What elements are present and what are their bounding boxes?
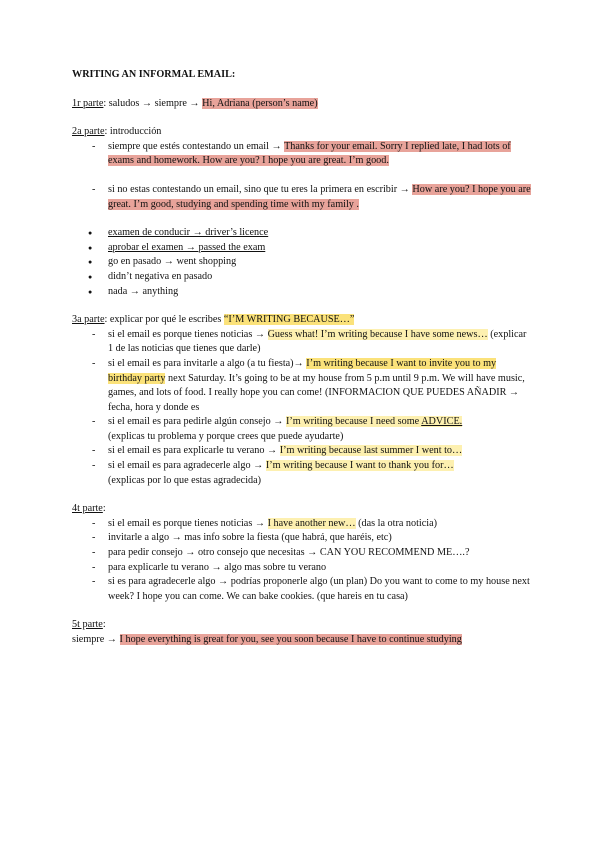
spacer [72, 169, 532, 183]
part-2-heading: 2a parte [72, 126, 105, 138]
list-item [72, 546, 532, 561]
part-3-highlight: “I’M WRITING BECAUSE…” [223, 314, 355, 326]
list-item [72, 575, 532, 604]
part-4 [72, 502, 532, 604]
list-item [72, 285, 532, 300]
list-item [72, 226, 532, 241]
item-text: invitarle a algo → mas info sobre la fiesta (que habrá, que haréis, etc) [108, 532, 392, 544]
part-1-heading: 1r parte [72, 97, 104, 109]
document-title: WRITING AN INFORMAL EMAIL: [72, 69, 236, 80]
list-item [72, 270, 532, 285]
list-item [72, 255, 532, 270]
part-1 [72, 97, 532, 112]
item-text: examen de conducir → driver’s licence [108, 227, 269, 239]
item-text: si el email es porque tienes noticias → [108, 328, 268, 340]
item-text: para pedir consejo → otro consejo que necesitas → CAN YOU RECOMMEND ME….? [108, 547, 470, 559]
list-item [72, 241, 532, 256]
part-5-heading: 5t parte [72, 619, 103, 631]
list-item [72, 444, 532, 459]
item-text: si el email es porque tienes noticias → [108, 517, 268, 529]
list-item [72, 328, 532, 357]
item-highlight: How are you? I hope you are great. I’m good, studying and spending time with my family . [108, 183, 531, 210]
part-1-text: : saludos → siempre → [103, 97, 203, 109]
part-5 [72, 618, 532, 647]
part-5-text: siempre → [72, 634, 120, 645]
item-text: nada → anything [108, 285, 179, 297]
item-text: didn’t negativa en pasado [108, 270, 213, 282]
item-text: go en pasado → went shopping [108, 256, 237, 268]
list-item [72, 140, 532, 169]
part-3-heading: 3a parte [72, 314, 105, 326]
item-highlight: I’m writing because last summer I went to… [279, 445, 463, 457]
item-highlight: I’m writing because I need some [285, 416, 422, 428]
part-2 [72, 125, 532, 299]
part-4-colon: : [102, 503, 106, 515]
document-page [72, 68, 532, 662]
list-item [72, 517, 532, 532]
part-1-highlight: Hi, Adriana (person’s name) [202, 97, 318, 109]
part-3-list [72, 328, 532, 489]
spacer [72, 212, 532, 226]
item-highlight: I’m writing because I want to thank you for… [265, 460, 454, 472]
item-after: (das la otra noticia) [355, 517, 438, 529]
item-after: next Saturday. It’s going to be at my house from 5 p.m until 9 p.m. We will have music, games, and lots of food. I really hope you can come! (INFORMACION QUE PUEDES AÑADIR → fecha, hora y donde es [108, 372, 525, 413]
item-highlight: Guess what! I’m writing because I have some news… [267, 328, 488, 340]
item-text: si el email es para explicarle tu verano → [108, 445, 280, 457]
item-text: si el email es para agradecerle algo → [108, 460, 266, 472]
list-item [72, 561, 532, 576]
item-after: (explicas tu problema y porque crees que puede ayudarte) [108, 430, 344, 442]
list-item [72, 183, 532, 212]
item-highlight-advice: ADVICE. [421, 416, 463, 428]
item-highlight: I’m writing because I want to invite you to my birthday party [108, 357, 497, 384]
item-text: aprobar el examen → passed the exam [108, 241, 266, 253]
item-text: si el email es para pedirle algún consejo → [108, 416, 286, 428]
part-3 [72, 313, 532, 488]
item-text: para explicarle tu verano → algo mas sobre tu verano [108, 561, 327, 573]
item-after: (explicar 1 de las noticias que tienes que darle) [108, 328, 527, 355]
part-4-heading: 4t parte [72, 503, 103, 515]
item-after: (explicas por lo que estas agradecida) [108, 474, 262, 486]
part-2-dash-list [72, 140, 532, 226]
part-2-bullet-list [72, 226, 532, 299]
part-5-highlight: I hope everything is great for you, see you soon because I have to continue studying [119, 634, 462, 645]
list-item [72, 415, 532, 444]
item-highlight: I have another new… [267, 517, 356, 529]
item-text: siempre que estés contestando un email → [108, 140, 285, 152]
list-item [72, 531, 532, 546]
item-text: si no estas contestando un email, sino que tu eres la primera en escribir → [108, 183, 413, 195]
list-item [72, 357, 532, 415]
item-text: si el email es para invitarle a algo (a tu fiesta)→ [108, 357, 307, 369]
part-4-list [72, 517, 532, 605]
list-item [72, 459, 532, 488]
part-2-text: : introducción [104, 126, 162, 138]
item-text: si es para agradecerle algo → podrías proponerle algo (un plan) Do you want to come to my house next week? I hope you can come. We can bake cookies. (que hareis en tu casa) [108, 576, 530, 602]
item-highlight: Thanks for your email. Sorry I replied late, I had lots of exams and homework. How are you? I hope you are great. I’m good. [108, 140, 511, 167]
part-3-text: : explicar por qué le escribes [104, 314, 224, 326]
part-5-colon: : [102, 619, 106, 631]
